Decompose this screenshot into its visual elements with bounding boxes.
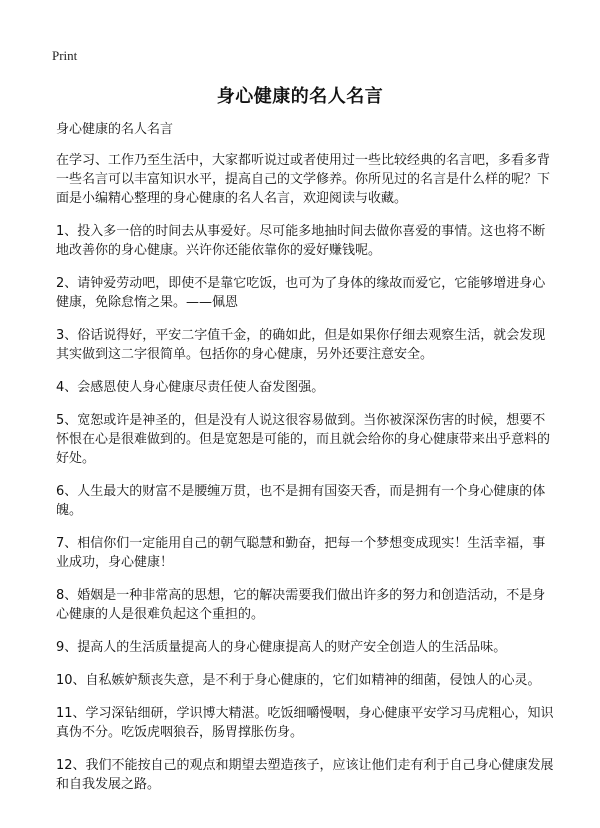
quote-item: 11、学习深钻细研，学识博大精湛。吃饭细嚼慢咽，身心健康平安学习马虎粗心，知识真伪不分。吃饭虎咽狼吞，肠胃撑胀伤身。 [56, 706, 554, 740]
article-intro: 在学习、工作乃至生活中，大家都听说过或者使用过一些比较经典的名言吧，多看多背一些名言可以丰富知识水平，提高自己的文学修养。你所见过的名言是什么样的呢？下面是小编精心整理的身心健康的名人名言，欢迎阅读与收藏。 [56, 153, 551, 206]
quote-item: 2、请钟爱劳动吧，即使不是靠它吃饭，也可为了身体的缘故而爱它，它能够增进身心健康，免除怠惰之果。——佩恩 [56, 276, 546, 310]
quote-item: 9、提高人的生活质量提高人的身心健康提高人的财产安全创造人的生活品味。 [56, 640, 507, 655]
quote-item: 4、会感恩使人身心健康尽责任使人奋发图强。 [56, 380, 325, 395]
quote-item: 6、人生最大的财富不是腰缠万贯，也不是拥有国姿天香，而是拥有一个身心健康的体魄。 [56, 484, 546, 518]
quote-item: 5、宽恕或许是神圣的，但是没有人说这很容易做到。当你被深深伤害的时候，想要不怀恨在心是很难做到的。但是宽恕是可能的，而且就会给你的身心健康带来出乎意料的好处。 [56, 413, 551, 466]
quote-item: 7、相信你们一定能用自己的朝气聪慧和勤奋，把每一个梦想变成现实！生活幸福，事业成功，身心健康！ [56, 536, 546, 570]
quote-item: 1、投入多一倍的时间去从事爱好。尽可能多地抽时间去做你喜爱的事情。这也将不断地改善你的身心健康。兴许你还能依靠你的爱好赚钱呢。 [56, 224, 546, 258]
quote-item: 10、自私嫉妒颓丧失意，是不利于身心健康的，它们如精神的细菌，侵蚀人的心灵。 [56, 673, 541, 688]
quote-item: 3、俗话说得好，平安二字值千金，的确如此，但是如果你仔细去观察生活，就会发现其实做到这二字很简单。包括你的身心健康，另外还要注意安全。 [56, 328, 546, 362]
article-subtitle: 身心健康的名人名言 [56, 122, 174, 137]
page-title: 身心健康的名人名言 [216, 86, 384, 107]
quote-item: 12、我们不能按自己的观点和期望去塑造孩子，应该让他们走有利于自己身心健康发展和自我发展之路。 [56, 758, 554, 792]
article-body [56, 120, 554, 808]
print-link[interactable]: Print [52, 48, 78, 63]
quote-item: 8、婚姻是一种非常高的思想，它的解决需要我们做出许多的努力和创造活动，不是身心健康的人是很难负起这个重担的。 [56, 588, 546, 622]
